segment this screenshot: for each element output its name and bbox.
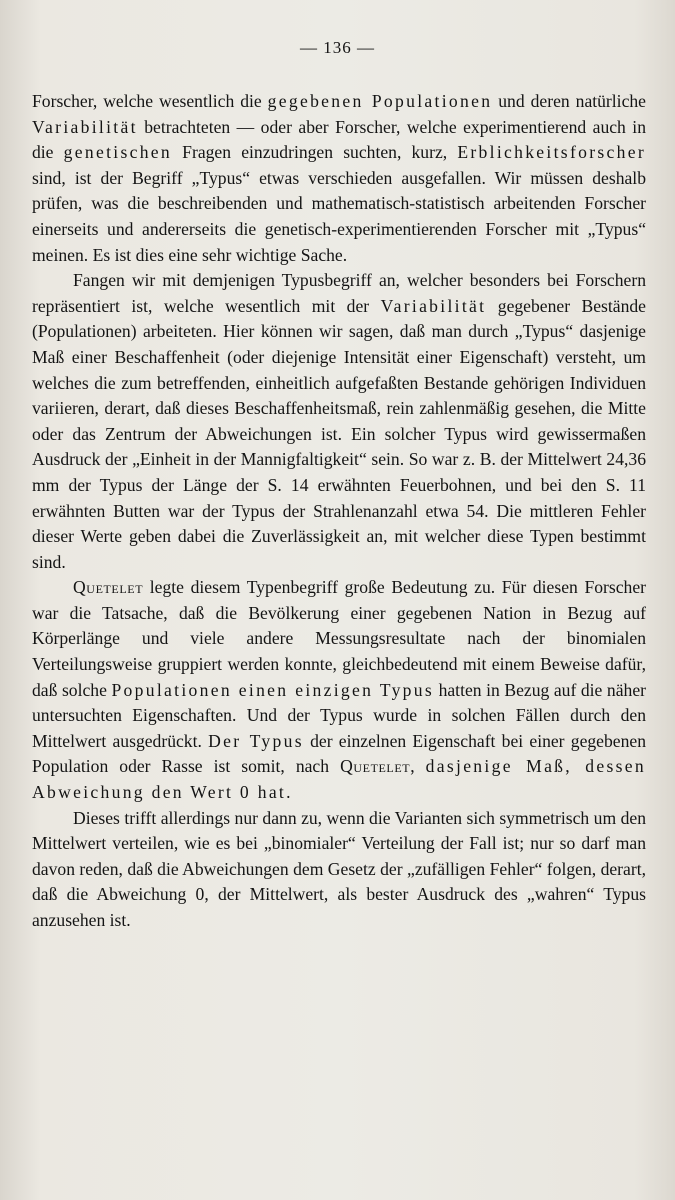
emphasized-text: Erblichkeitsforscher <box>457 142 646 163</box>
paragraph <box>32 89 646 268</box>
text-run: Forscher, welche wesentlich die <box>32 91 268 111</box>
text-run: Fragen einzudringen suchten, kurz, <box>172 142 458 163</box>
text-run: , <box>410 756 426 777</box>
emphasized-text: Der Typus <box>208 730 304 751</box>
emphasized-text: gegebenen Populationen <box>267 91 493 111</box>
text-run: legte diesem Typenbegriff große Bedeutung zu. Für diesen Forscher war die Tatsache, daß die Bevölkerung einer gegebenen Nation in Bezug auf Körperlänge und viele andere Messungsresultate nach der binomialen Verteilungsweise gruppiert werden konnte, gleichbedeutend mit einem Beweise dafür, daß solche <box>32 577 646 700</box>
emphasized-text: dasjenige Maß, dessen Abweichung den Wert 0 hat. <box>32 756 647 803</box>
text-run: Fangen wir mit demjenigen Typusbegriff an, welcher besonders bei Forschern repräsentiert ist, welche wesentlich mit der <box>32 270 646 316</box>
emphasized-text: genetischen <box>63 142 173 163</box>
page-number: — 136 — <box>300 38 375 57</box>
body-text <box>32 89 646 934</box>
text-run: Dieses trifft allerdings nur dann zu, wenn die Varianten sich symmetrisch um den Mittelwert verteilen, wie es bei „binomialer“ Verteilung der Fall ist; nur so darf man davon reden, daß die Abweichungen dem Gesetz der „zufälligen Fehler“ folgen, derart, daß die Abweichung 0, der Mittelwert, als bester Ausdruck des „wahren“ Typus anzusehen ist. <box>32 807 646 930</box>
paragraph <box>32 806 646 934</box>
author-name: Quetelet <box>340 756 411 777</box>
text-run: betrachteten — oder aber Forscher, welche experimentierend auch in die <box>32 116 646 163</box>
text-run: sind, ist der Begriff „Typus“ etwas verschieden ausgefallen. Wir müssen deshalb prüfen, was die beschreibenden und mathematisch-statistisch arbeitenden Forscher einerseits und andererseits die genetisch-experimentierenden Forscher mit „Typus“ meinen. Es ist dies eine sehr wichtige Sache. <box>32 167 646 265</box>
text-run: und deren natürliche <box>492 91 646 111</box>
emphasized-text: Variabilität <box>380 295 487 316</box>
author-name: Quetelet <box>73 577 144 598</box>
text-run: der einzelnen Eigenschaft bei einer gegebenen Population oder Rasse ist somit, nach <box>32 730 646 777</box>
paragraph <box>32 268 646 575</box>
paragraph <box>32 575 646 805</box>
emphasized-text: Populationen einen einzigen Typus <box>111 679 435 700</box>
text-run: hatten in Bezug auf die näher untersuchten Eigenschaften. Und der Typus wurde in solchen Fällen durch den Mittelwert ausgedrückt. <box>32 679 646 751</box>
emphasized-text: Variabilität <box>32 116 138 137</box>
text-run: gegebener Bestände (Populationen) arbeiteten. Hier können wir sagen, daß man durch „Typus“ dasjenige Maß einer Beschaffenheit (oder diejenige Intensität einer Eigenschaft) versteht, um welches die zum betreffenden, einheitlich aufgefaßten Bestande gehörigen Individuen variieren, derart, daß dieses Beschaffenheitsmaß, rein zahlenmäßig gesehen, die Mitte oder das Zentrum der Abweichungen ist. Ein solcher Typus wird gewissermaßen Ausdruck der „Einheit in der Mannigfaltigkeit“ sein. So war z. B. der Mittelwert 24,36 mm der Typus der Länge der S. 14 erwähnten Feuerbohnen, und bei den S. 11 erwähnten Butten war der Typus der Strahlenanzahl etwa 54. Die mittleren Fehler dieser Werte geben dabei die Zuverlässigkeit an, mit welcher diese Typen bestimmt sind. <box>32 295 646 572</box>
